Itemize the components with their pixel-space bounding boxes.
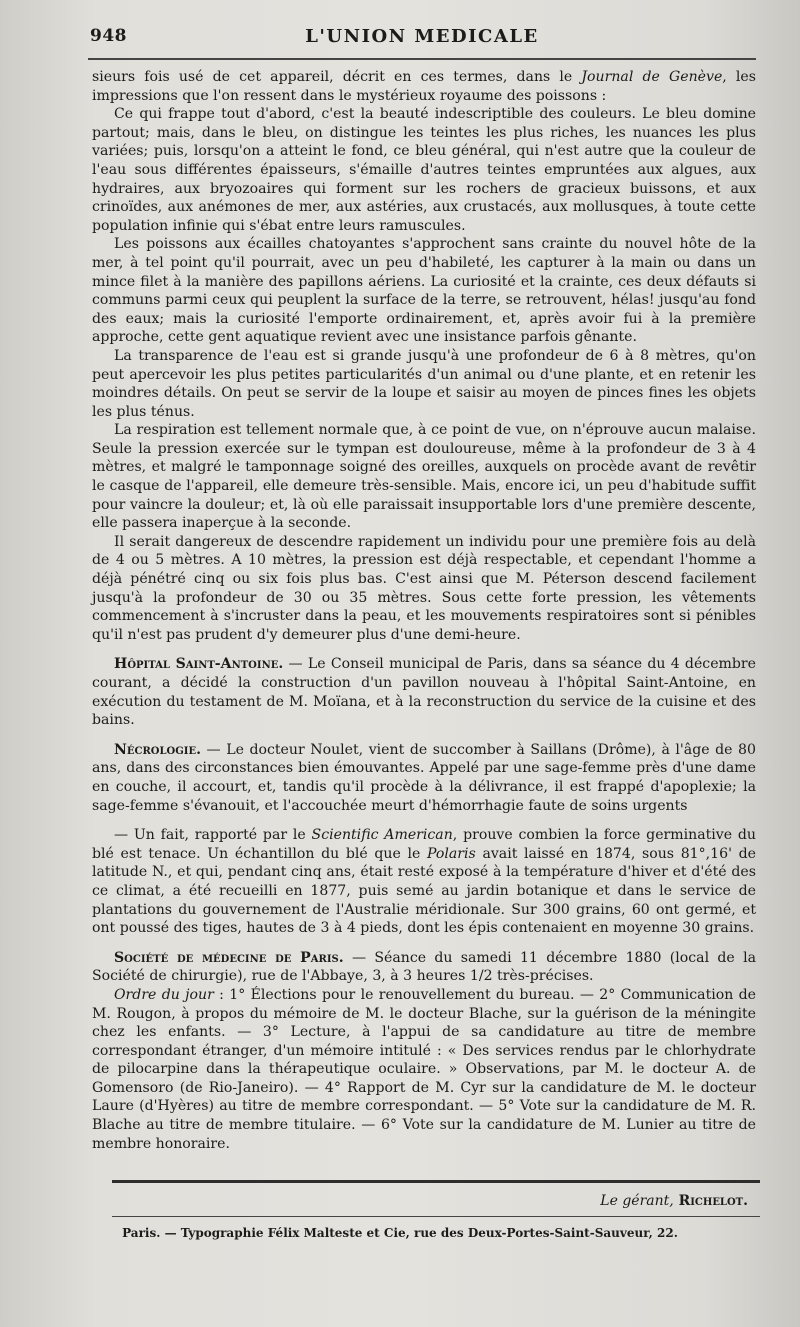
necrologie-heading: Nécrologie.	[114, 741, 201, 758]
necrologie-notice: Nécrologie. — Le docteur Noulet, vient de succomber à Saillans (Drôme), à l'âge de 80 ans, dans des circonstances bien émouvantes. Appelé par une sage-femme près d'une dame en couche, il accourt, et, tandis qu'il procède à la délivrance, il est frappé d'apoplexie; la sage-femme s'évanouit, et l'accouchée meurt d'hémorrhagie faute de soins urgents	[92, 741, 756, 814]
source-reference: Scientific American	[311, 827, 453, 844]
header-rule	[88, 58, 756, 60]
journal-reference: Journal de Genève	[581, 69, 723, 85]
ship-name: Polaris	[426, 845, 476, 862]
hopital-heading: Hôpital Saint-Antoine.	[114, 656, 284, 673]
article-paragraph-1: sieurs fois usé de cet appareil, décrit en ces termes, dans le Journal de Genève, les impressions que l'on ressent dans le mystérieux royaume des poissons :	[92, 69, 756, 104]
article-paragraph-3: Les poissons aux écailles chatoyantes s'approchent sans crainte du nouvel hôte de la mer, à tel point qu'il pourrait, avec un peu d'habileté, les capturer à la main ou dans un mince filet à la manière des papillons aériens. La curiosité et la crainte, ces deux défauts si communs parmi ceux qui peuplent la surface de la terre, se retrouvent, hélas! jusqu'au fond des eaux; mais la curiosité l'emporte ordinairement, et, après avoir fui à la première approche, cette gent aquatique revient avec une insistance parfois gênante.	[92, 236, 756, 346]
page-header	[90, 26, 754, 54]
article-paragraph-4: La transparence de l'eau est si grande jusqu'à une profondeur de 6 à 8 mètres, qu'on peut apercevoir les plus petites particularités d'un animal ou d'une plante, et en retenir les moindres détails. On peut se servir de la loupe et saisir au moyen de pinces fines les objets les plus ténus.	[92, 347, 756, 420]
journal-title: L'UNION MEDICALE	[305, 26, 539, 47]
page-body	[92, 68, 756, 1153]
societe-heading: Société de médecine de Paris.	[114, 949, 344, 966]
footer-rule-thin	[112, 1216, 760, 1217]
page-number: 948	[90, 26, 127, 46]
article-paragraph-6: Il serait dangereux de descendre rapidement un individu pour une première fois au delà de 4 ou 5 mètres. A 10 mètres, la pression est déjà respectable, et cependant l'homme a déjà pénétré cinq ou six fois plus bas. C'est ainsi que M. Péterson descend facilement jusqu'à la profondeur de 30 ou 35 mètres. Sous cette forte pression, les vêtements commencement à s'incruster dans la peau, et les mouvements respiratoires sont si pénibles qu'il n'est pas prudent d'y demeurer plus d'une demi-heure.	[92, 533, 756, 643]
gerant-signoff: Le gérant, Richelot.	[600, 1193, 748, 1209]
article-paragraph-5: La respiration est tellement normale que, à ce point de vue, on n'éprouve aucun malaise. Seule la pression exercée sur le tympan est douloureuse, même à la profondeur de 3 à 4 mètres, et malgré le tamponnage soigné des oreilles, auxquels on procède avant de revêtir le casque de l'appareil, elle demeure très-sensible. Mais, encore ici, un peu d'habitude suffit pour vaincre la douleur; et, là où elle paraissait insupportable lors d'une première descente, elle passera inaperçue à la seconde.	[92, 422, 756, 532]
ordre-label: Ordre du jour	[114, 986, 214, 1003]
footer-rule	[112, 1180, 760, 1183]
societe-notice: Société de médecine de Paris. — Séance du samedi 11 décembre 1880 (local de la Société de chirurgie), rue de l'Abbaye, 3, à 3 heures 1/2 très-précises.	[92, 949, 756, 985]
hopital-notice: Hôpital Saint-Antoine. — Le Conseil municipal de Paris, dans sa séance du 4 décembre courant, a décidé la construction d'un pavillon nouveau à l'hôpital Saint-Antoine, en exécution du testament de M. Moïana, et à la reconstruction du service de la cuisine et des bains.	[92, 656, 756, 729]
ble-notice: — Un fait, rapporté par le Scientific American, prouve combien la force germinative du blé est tenace. Un échantillon du blé que le Polaris avait laissé en 1874, sous 81°,16' de latitude N., et qui, pendant cinq ans, était resté exposé à la température d'hiver et d'été des ce climat, a été recueilli en 1877, puis semé au jardin botanique et dans le service de plantations du gouvernement de l'Australie méridionale. Sur 300 grains, 60 ont germé, et ont poussé des tiges, hautes de 3 à 4 pieds, dont les épis contenaient en moyenne 30 grains.	[92, 827, 757, 937]
printer-imprint: Paris. — Typographie Félix Malteste et Cie, rue des Deux-Portes-Saint-Sauveur, 22.	[122, 1226, 678, 1240]
article-paragraph-2: Ce qui frappe tout d'abord, c'est la beauté indescriptible des couleurs. Le bleu domine partout; mais, dans le bleu, on distingue les teintes les plus riches, les nuances les plus variées; puis, lorsqu'on a atteint le fond, ce bleu général, qui n'est autre que la couleur de l'eau sous différentes épaisseurs, s'émaille d'autres teintes empruntées aux algues, aux hydraires, aux bryozoaires qui forment sur les rochers de gracieux buissons, et aux crinoïdes, aux anémones de mer, aux astéries, aux crustacés, aux mollusques, à toute cette population infinie qui s'ébat entre leurs ramuscules.	[92, 106, 756, 234]
ordre-du-jour: Ordre du jour : 1° Élections pour le renouvellement du bureau. — 2° Communication de M. Rougon, à propos du mémoire de M. le docteur Blache, sur la guérison de la méningite chez les enfants. — 3° Lecture, à l'appui de sa candidature au titre de membre correspondant étranger, d'un mémoire intitulé : « Des services rendus par le chlorhydrate de pilocarpine dans la thérapeutique oculaire. » Observations, par M. le docteur A. de Gomensoro (de Rio-Janeiro). — 4° Rapport de M. Cyr sur la candidature de M. le docteur Laure (d'Hyères) au titre de membre correspondant. — 5° Vote sur la candidature de M. R. Blache au titre de membre titulaire. — 6° Vote sur la candidature de M. Lunier au titre de membre honoraire.	[92, 986, 757, 1152]
